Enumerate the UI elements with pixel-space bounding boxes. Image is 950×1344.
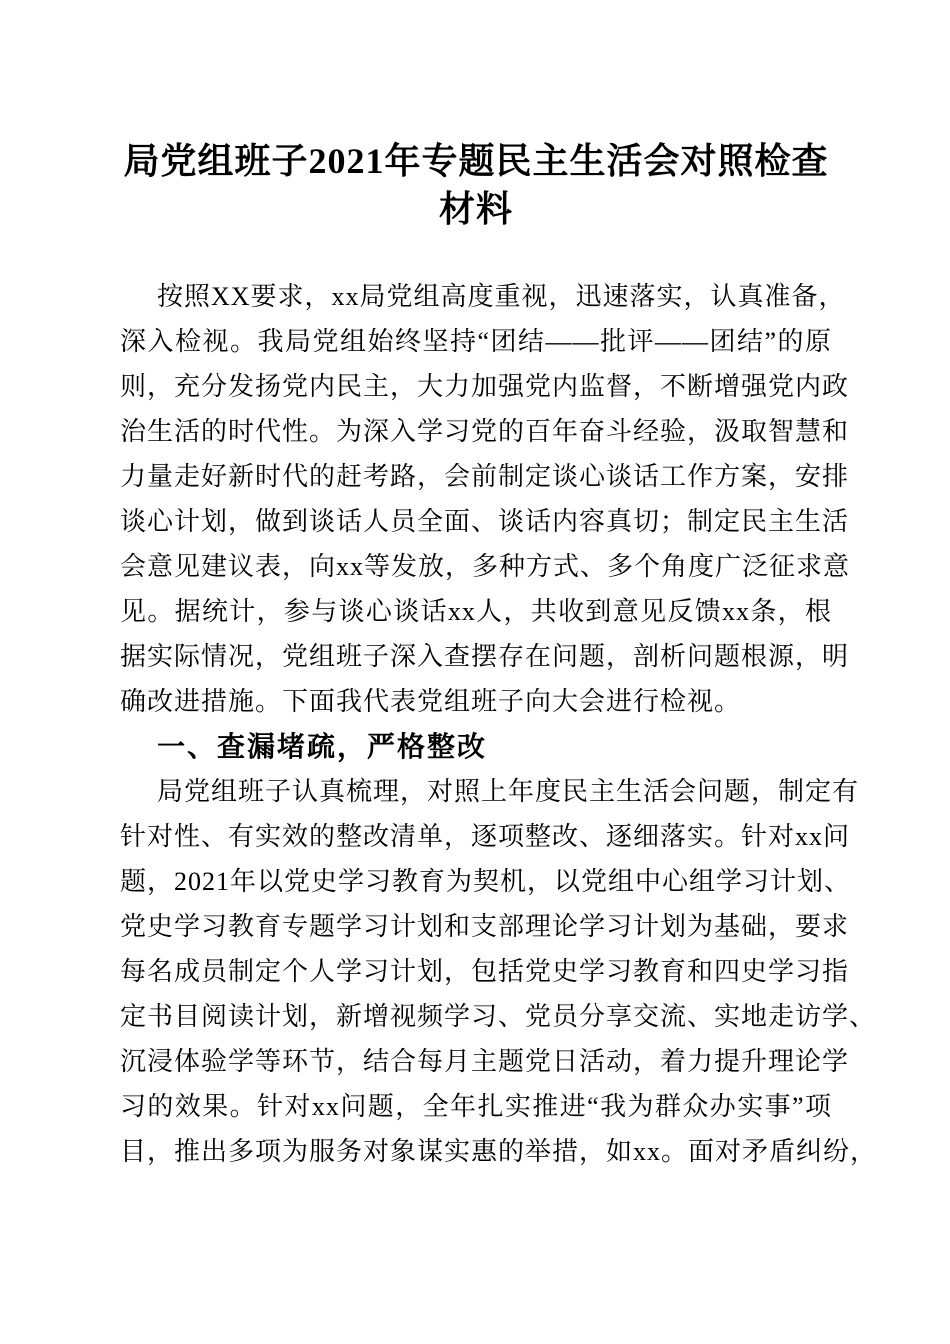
text-line: 据实际情况，党组班子深入查摆存在问题，剖析问题根源，明	[120, 642, 850, 671]
text-line: 沉浸体验学等环节，结合每月主题党日活动，着力提升理论学	[120, 1047, 850, 1076]
text-line: 见。据统计，参与谈心谈话xx人，共收到意见反馈xx条，根	[120, 597, 832, 626]
text-line: 每名成员制定个人学习计划，包括党史学习教育和四史学习指	[120, 957, 850, 986]
text-line: 力量走好新时代的赶考路，会前制定谈心谈话工作方案，安排	[120, 462, 850, 491]
section-heading: 一、查漏堵疏，严格整改	[157, 731, 488, 762]
title-line-1: 局党组班子2021年专题民主生活会对照检查	[123, 141, 829, 181]
text-line: 谈心计划，做到谈话人员全面、谈话内容真切；制定民主生活	[120, 507, 850, 536]
document-title	[120, 137, 832, 233]
text-line: 则，充分发扬党内民主，大力加强党内监督，不断增强党内政	[120, 372, 850, 401]
text-line: 定书目阅读计划，新增视频学习、党员分享交流、实地走访学、	[120, 1002, 877, 1031]
text-line: 针对性、有实效的整改清单，逐项整改、逐细落实。针对xx问	[120, 822, 851, 851]
text-line: 确改进措施。下面我代表党组班子向大会进行检视。	[120, 687, 742, 716]
text-line: 会意见建议表，向xx等发放，多种方式、多个角度广泛征求意	[120, 552, 851, 581]
title-line-2: 材料	[438, 189, 513, 229]
text-line: 治生活的时代性。为深入学习党的百年奋斗经验，汲取智慧和	[120, 417, 850, 446]
text-line: 习的效果。针对xx问题，全年扎实推进“我为群众办实事”项	[120, 1092, 832, 1121]
text-line: 题，2021年以党史学习教育为契机，以党组中心组学习计划、	[120, 867, 852, 896]
document-body	[120, 274, 878, 1174]
text-line: 深入检视。我局党组始终坚持“团结——批评——团结”的原	[120, 327, 832, 356]
text-line: 党史学习教育专题学习计划和支部理论学习计划为基础，要求	[120, 912, 850, 941]
text-line: 局党组班子认真梳理，对照上年度民主生活会问题，制定有	[157, 777, 860, 806]
text-line: 按照XX要求，xx局党组高度重视，迅速落实，认真准备，	[157, 282, 846, 311]
text-line: 目，推出多项为服务对象谋实惠的举措，如xx。面对矛盾纠纷，	[120, 1137, 878, 1166]
